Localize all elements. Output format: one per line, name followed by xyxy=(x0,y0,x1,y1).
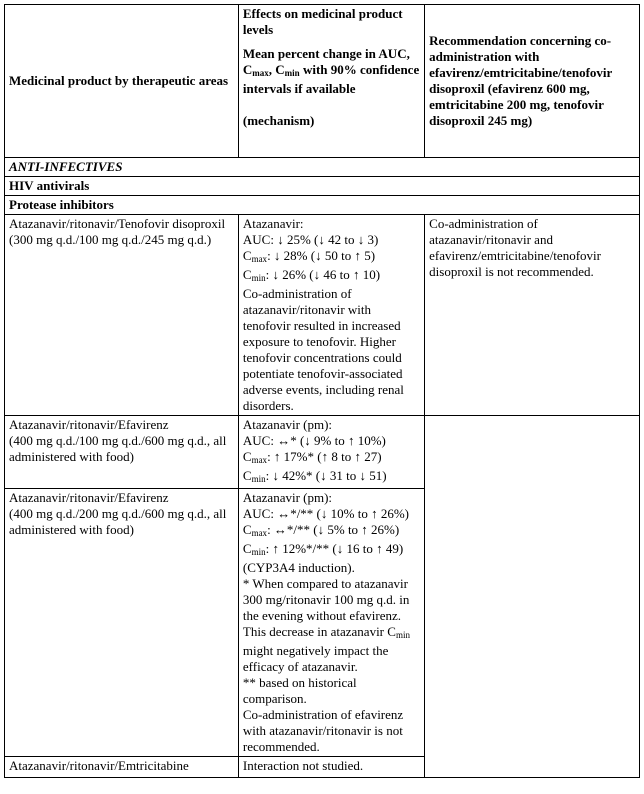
effects-note-2: This decrease in atazanavir $C_{min}$ might negatively impact the efficacy of atazanavir. xyxy=(242,624,410,674)
effects-note-1: * When compared to atazanavir 300 mg/ritonavir 100 mg q.d. in the evening without efavirenz. xyxy=(242,576,410,623)
effects-cmin: $C_{min}$: ↓ 26% (↓ 46 to ↑ 10) xyxy=(242,267,381,283)
recommendation-cell-empty xyxy=(425,416,640,778)
table-header-row xyxy=(5,5,640,158)
effects-cmax: $C_{max}$: ↑ 17%* (↑ 8 to ↑ 27) xyxy=(242,449,382,465)
product-cell xyxy=(5,215,239,416)
product-dose: (300 mg q.d./100 mg q.d./245 mg q.d.) xyxy=(9,232,212,247)
table-row xyxy=(5,215,640,416)
effects-cell xyxy=(238,416,424,489)
effects-auc: AUC: ↓ 25% (↓ 42 to ↓ 3) xyxy=(242,232,379,247)
section-protease-inhibitors: Protease inhibitors xyxy=(5,196,640,215)
effects-cmax: $C_{max}$: ↓ 28% (↓ 50 to ↑ 5) xyxy=(242,248,376,264)
effects-cell xyxy=(238,489,424,757)
product-cell xyxy=(5,489,239,757)
header-recommendation-label: Recommendation concerning co-administration with efavirenz/emtricitabine/tenofovir disoproxil (efavirenz 600 mg, emtricitabine 200 mg, tenofovir disoproxil 245 mg) xyxy=(429,33,613,128)
section-row-anti-infectives xyxy=(5,158,640,177)
header-product-cell xyxy=(5,5,239,158)
effects-note-4: Co-administration of efavirenz with atazanavir/ritonavir is not recommended. xyxy=(242,707,404,754)
header-effects-cell xyxy=(238,5,424,158)
header-effects-line2: Mean percent change in AUC, $C_{max}$, $C_{min}$ with 90% confidence intervals if available xyxy=(242,46,420,96)
effects-note-3: ** based on historical comparison. xyxy=(242,675,357,706)
effects-mechanism: (CYP3A4 induction). xyxy=(242,560,355,575)
effects-title: Atazanavir: xyxy=(242,216,304,231)
product-name: Atazanavir/ritonavir/Emtricitabine xyxy=(9,758,189,773)
effects-cmin: $C_{min}$: ↑ 12%*/** (↓ 16 to ↑ 49) xyxy=(242,541,404,557)
product-cell xyxy=(5,416,239,489)
effects-cmax: $C_{max}$: ↔*/** (↓ 5% to ↑ 26%) xyxy=(242,522,400,538)
effects-title: Atazanavir (pm): xyxy=(242,490,333,505)
effects-cell xyxy=(238,215,424,416)
header-recommendation-cell xyxy=(425,5,640,158)
effects-title: Atazanavir (pm): xyxy=(242,417,333,432)
product-name: Atazanavir/ritonavir/Efavirenz xyxy=(9,417,169,432)
effects-title: Interaction not studied. xyxy=(242,758,364,773)
product-dose: (400 mg q.d./200 mg q.d./600 mg q.d., all administered with food) xyxy=(9,506,227,537)
effects-auc: AUC: ↔*/** (↓ 10% to ↑ 26%) xyxy=(242,506,409,521)
header-effects-line1: Effects on medicinal product levels xyxy=(242,6,403,37)
section-row-hiv-antivirals xyxy=(5,177,640,196)
effects-note: Co-administration of atazanavir/ritonavir with tenofovir resulted in increased exposure to tenofovir. Higher tenofovir concentrations could potentiate tenofovir-associated adverse events, including renal disorders. xyxy=(242,286,404,413)
section-hiv-antivirals: HIV antivirals xyxy=(5,177,640,196)
section-row-protease-inhibitors xyxy=(5,196,640,215)
header-mechanism: (mechanism) xyxy=(242,113,315,128)
table-row xyxy=(5,416,640,489)
effects-cmin: $C_{min}$: ↓ 42%* (↓ 31 to ↓ 51) xyxy=(242,468,387,484)
product-name: Atazanavir/ritonavir/Efavirenz xyxy=(9,490,169,505)
section-anti-infectives: ANTI-INFECTIVES xyxy=(5,158,640,177)
effects-cell xyxy=(238,757,424,778)
product-cell xyxy=(5,757,239,778)
effects-auc: AUC: ↔* (↓ 9% to ↑ 10%) xyxy=(242,433,386,448)
interaction-table xyxy=(4,4,640,778)
product-dose: (400 mg q.d./100 mg q.d./600 mg q.d., all administered with food) xyxy=(9,433,227,464)
recommendation-cell: Co-administration of atazanavir/ritonavir and efavirenz/emtricitabine/tenofovir disoproxil is not recommended. xyxy=(425,215,640,416)
product-name: Atazanavir/ritonavir/Tenofovir disoproxil xyxy=(9,216,226,231)
header-product-label: Medicinal product by therapeutic areas xyxy=(9,73,229,88)
